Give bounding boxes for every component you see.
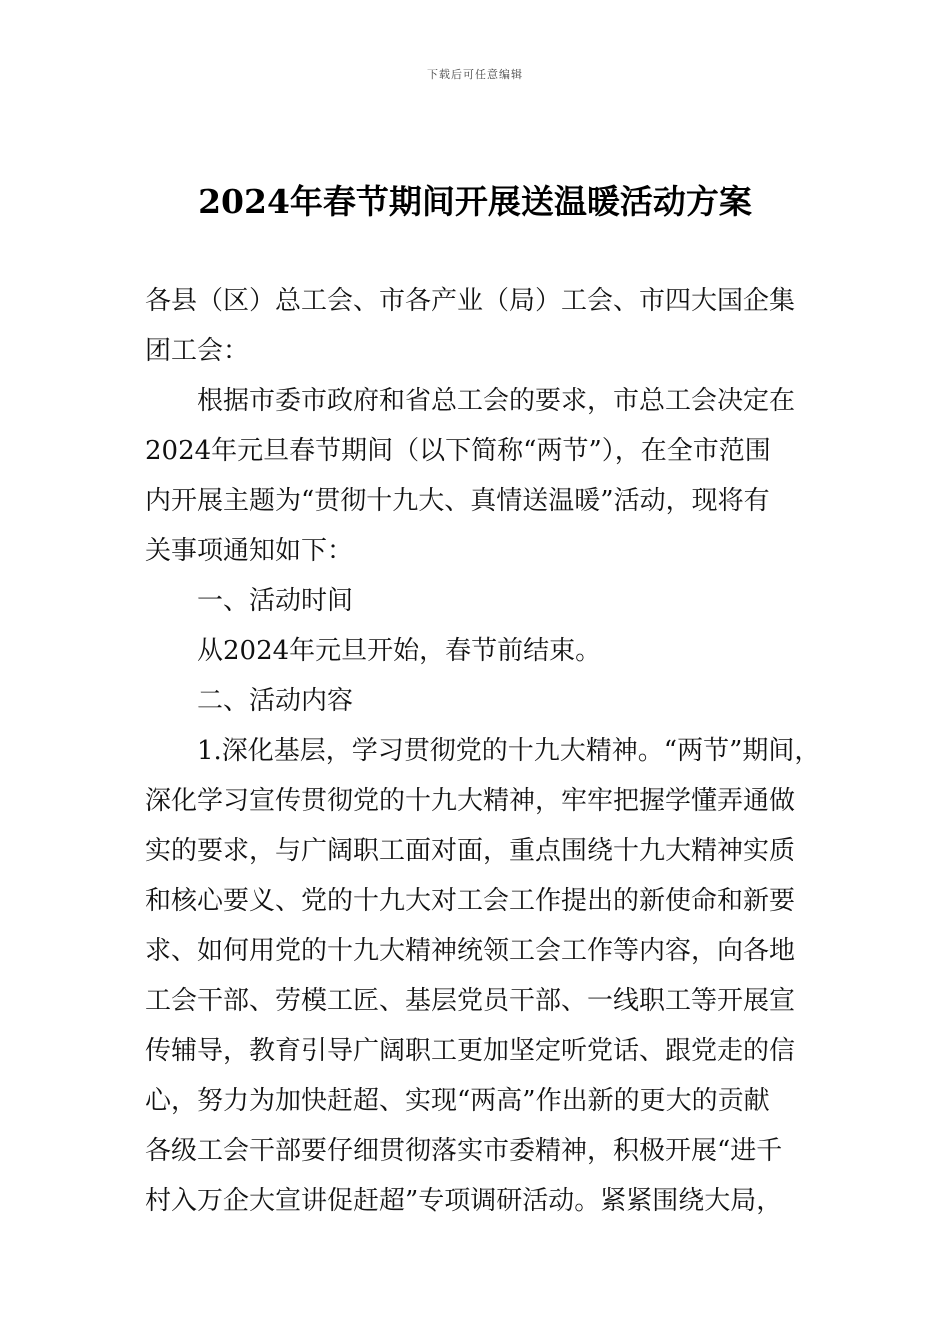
body-line: 从2024年元旦开始，春节前结束。	[197, 636, 602, 666]
header-note: 下载后可任意编辑	[427, 68, 523, 81]
body-line: 根据市委市政府和省总工会的要求，市总工会决定在	[197, 386, 796, 416]
body-line: 实的要求，与广阔职工面对面，重点围绕十九大精神实质	[145, 836, 796, 866]
body-line: 2024年元旦春节期间（以下简称“两节”），在全市范围	[145, 436, 771, 466]
body-line: 各县（区）总工会、市各产业（局）工会、市四大国企集	[145, 286, 796, 316]
document-title: 2024年春节期间开展送温暖活动方案	[198, 182, 752, 221]
body-line: 和核心要义、党的十九大对工会工作提出的新使命和新要	[145, 886, 796, 916]
body-line: 关事项通知如下：	[145, 536, 354, 566]
body-line: 心，努力为加快赶超、实现“两高”作出新的更大的贡献	[145, 1086, 770, 1116]
body-line: 团工会：	[145, 336, 250, 366]
body-line: 内开展主题为“贯彻十九大、真情送温暖”活动，现将有	[145, 486, 770, 516]
body-line: 求、如何用党的十九大精神统领工会工作等内容，向各地	[145, 936, 796, 966]
body-line: 村入万企大宣讲促赶超”专项调研活动。紧紧围绕大局，	[145, 1186, 783, 1216]
section-heading: 一、活动时间	[197, 586, 354, 616]
section-heading: 二、活动内容	[197, 686, 354, 716]
body-line: 工会干部、劳模工匠、基层党员干部、一线职工等开展宣	[145, 986, 796, 1016]
body-line: 深化学习宣传贯彻党的十九大精神，牢牢把握学懂弄通做	[145, 786, 796, 816]
body-line: 传辅导，教育引导广阔职工更加坚定听党话、跟党走的信	[145, 1036, 796, 1066]
document-body	[145, 276, 825, 1226]
body-line: 1.深化基层，学习贯彻党的十九大精神。“两节”期间，	[197, 736, 821, 766]
body-line: 各级工会干部要仔细贯彻落实市委精神，积极开展“进千	[145, 1136, 783, 1166]
